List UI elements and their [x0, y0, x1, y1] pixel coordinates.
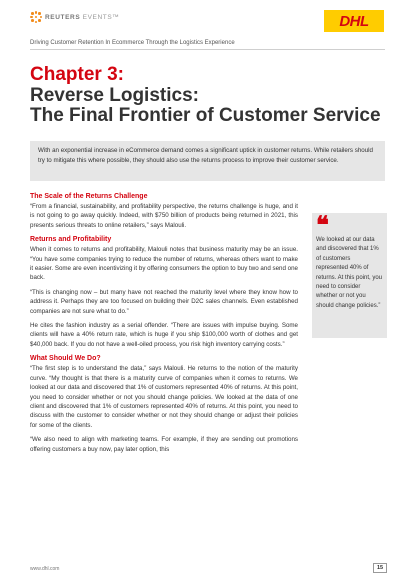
- header-divider: [30, 49, 385, 50]
- intro-box: With an exponential increase in eCommerce demand comes a significant uptick in customer returns. While retailers should try to mitigate this where possible, they should also use the returns process to improve their customer service.: [30, 141, 385, 181]
- paragraph: “The first step is to understand the data,” says Malouli. He returns to the notion of the maturity curve. “My thought is that there is a maturity curve of companies when it comes to returns. We looked at our data and discovered that 1% of customers represented 40% of returns. At this point, you need to consider whether or not you should change policies. We looked at the data of one client and discovered that 1% of customers represented 40% of returns. At this point, you need to discuss with the customer to consider whether or not they should change or adjust their policies for some of the clients.: [30, 365, 298, 429]
- section-heading-what-to-do: What Should We Do?: [30, 355, 101, 363]
- page-number: 15: [373, 563, 387, 573]
- paragraph: “We also need to align with marketing teams. For example, if they are sending out promotions offering customers a buy now, pay later option, this: [30, 436, 298, 453]
- paragraph: “From a financial, sustainability, and profitability perspective, the returns challenge is huge, and it is not going to go away quickly. Indeed, with $750 billion of products being returned in 2021, this presents serious threats to online retailers,” says Malouli.: [30, 203, 298, 229]
- chapter-title: [30, 86, 390, 126]
- pull-quote-text: We looked at our data and discovered that 1% of customers represented 40% of returns. At this point, you need to consider whether or not you should change policies.”: [316, 237, 383, 309]
- quote-icon: ❝: [316, 213, 329, 239]
- section-heading-scale: The Scale of the Returns Challenge: [30, 193, 148, 200]
- footer-url: www.dhl.com: [30, 566, 60, 572]
- paragraph: “This is changing now – but many have not reached the maturity level where they know how to address it. Perhaps they are too focused on building their D2C sales channels. Even established companies are not sure what to do.”: [30, 288, 298, 315]
- dhl-logo-text: DHL: [339, 12, 369, 30]
- dhl-logo: [324, 10, 384, 32]
- page-header: [0, 0, 416, 52]
- paragraph: When it comes to returns and profitability, Malouli notes that business maturity may be an issue. “You have some companies trying to reduce the number of returns, whereas others want to make it easier. Some are even incentivizing it by offering consumers the option to buy two and send one back.: [30, 246, 298, 282]
- reuters-dots-icon: [30, 11, 42, 23]
- report-subtitle: Driving Customer Retention In Ecommerce Through the Logistics Experience: [30, 40, 235, 46]
- reuters-events-logo: [30, 11, 119, 23]
- chapter-title-line1: Reverse Logistics:: [30, 85, 199, 106]
- chapter-title-line2: The Final Frontier of Customer Service: [30, 105, 381, 126]
- reuters-logo-text: REUTERS EVENTS™: [45, 13, 120, 21]
- chapter-label: Chapter 3:: [30, 64, 124, 85]
- section-heading-profitability: Returns and Profitability: [30, 236, 112, 244]
- pull-quote-box: [312, 213, 387, 338]
- paragraph: He cites the fashion industry as a serial offender. “There are issues with impulse buying. Some clients will have a 40% return rate, which is huge if you ship $100,000 worth of clothes and get $40,000 back. If you do not have a well-oiled process, you risk high inventory carrying costs.”: [30, 322, 298, 348]
- main-column: [30, 192, 298, 459]
